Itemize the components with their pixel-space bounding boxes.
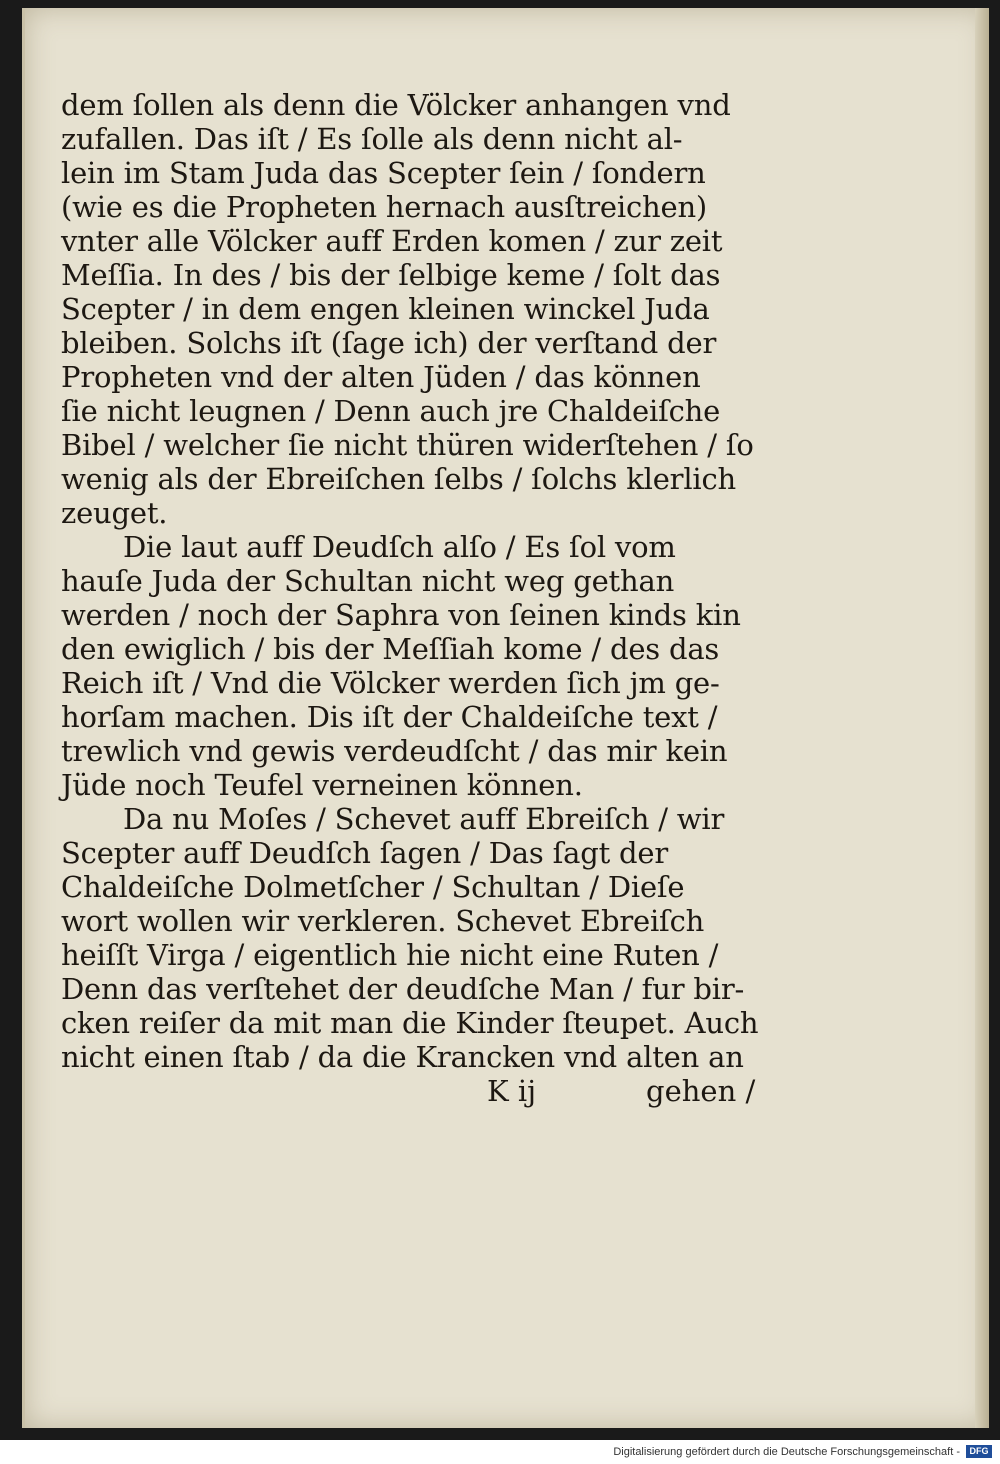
paragraph-start-line: Die laut auff Deudſch alſo / Es ſol vom: [123, 530, 676, 564]
text-line: Denn das verſtehet der deudſche Man / fur bir-: [61, 972, 745, 1006]
text-line: den ewiglich / bis der Meſſiah kome / des das: [61, 632, 720, 666]
text-line: Jüde noch Teufel verneinen können.: [61, 768, 583, 802]
text-line: Reich iſt / Vnd die Völcker werden ſich jm ge-: [61, 666, 720, 700]
text-line: zufallen. Das iſt / Es ſolle als denn nicht al-: [61, 122, 683, 156]
text-line: cken reiſer da mit man die Kinder ſteupet. Auch: [61, 1006, 759, 1040]
page-footer-line: [61, 1074, 761, 1108]
page-text-block: [61, 88, 761, 1074]
text-line: horſam machen. Dis iſt der Chaldeiſche text /: [61, 700, 718, 734]
text-line: (wie es die Propheten hernach ausſtreichen): [61, 190, 708, 224]
catchword: gehen /: [646, 1074, 756, 1108]
text-line: Meſſia. In des / bis der ſelbige keme / ſolt das: [61, 258, 721, 292]
paragraph-start-line: Da nu Moſes / Schevet auff Ebreiſch / wir: [123, 802, 725, 836]
text-line: Chaldeiſche Dolmetſcher / Schultan / Dieſe: [61, 870, 685, 904]
text-line: wort wollen wir verkleren. Schevet Ebreiſch: [61, 904, 705, 938]
text-line: trewlich vnd gewis verdeudſcht / das mir kein: [61, 734, 728, 768]
text-line: werden / noch der Saphra von ſeinen kinds kin: [61, 598, 741, 632]
text-line: hauſe Juda der Schultan nicht weg gethan: [61, 564, 675, 598]
text-line: dem ſollen als denn die Völcker anhangen vnd: [61, 88, 731, 122]
digitization-footer: [0, 1440, 1000, 1464]
text-line: ſie nicht leugnen / Denn auch jre Chaldeiſche: [61, 394, 721, 428]
text-line: nicht einen ſtab / da die Krancken vnd alten an: [61, 1040, 744, 1074]
text-line: zeuget.: [61, 496, 168, 530]
book-page: [22, 8, 989, 1428]
text-line: Scepter / in dem engen kleinen winckel Juda: [61, 292, 710, 326]
page-edge-shadow: [975, 8, 989, 1428]
text-line: bleiben. Solchs iſt (ſage ich) der verſtand der: [61, 326, 717, 360]
dfg-logo[interactable]: DFG: [966, 1445, 992, 1458]
text-line: wenig als der Ebreiſchen ſelbs / ſolchs klerlich: [61, 462, 736, 496]
text-line: Bibel / welcher ſie nicht thüren widerſtehen / ſo: [61, 428, 754, 462]
funding-credit: Digitalisierung gefördert durch die Deutsche Forschungsgemeinschaft -: [613, 1446, 960, 1458]
text-line: vnter alle Völcker auff Erden komen / zur zeit: [61, 224, 723, 258]
signature-mark: K ij: [487, 1074, 537, 1108]
text-line: lein im Stam Juda das Scepter ſein / ſondern: [61, 156, 706, 190]
text-line: Scepter auff Deudſch ſagen / Das ſagt der: [61, 836, 669, 870]
text-line: heiſſt Virga / eigentlich hie nicht eine Ruten /: [61, 938, 719, 972]
text-line: Propheten vnd der alten Jüden / das können: [61, 360, 701, 394]
